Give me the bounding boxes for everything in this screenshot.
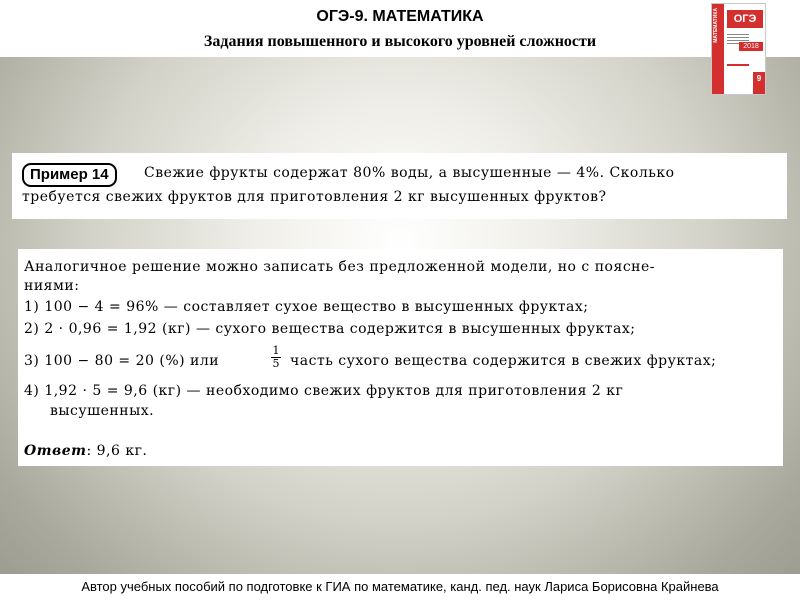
fraction-numerator: 1	[272, 344, 280, 357]
problem-line-2: требуется свежих фруктов для приготовления 2 кг высушенных фруктов?	[22, 189, 607, 205]
solution-step-4-line-2: высушенных.	[50, 403, 155, 419]
author-credit: Автор учебных пособий по подготовке к ГИА по математике, канд. пед. наук Лариса Борисовна Крайнева	[81, 579, 719, 594]
book-logo: ОГЭ	[727, 10, 763, 28]
problem-box	[12, 153, 787, 219]
answer-label: Ответ	[24, 443, 87, 459]
solution-step-3-end: часть сухого вещества содержится в свежих фруктах;	[290, 353, 717, 369]
answer-value: : 9,6 кг.	[86, 443, 148, 459]
fraction-denominator: 5	[272, 357, 280, 370]
problem-line-1: Свежие фрукты содержат 80% воды, а высушенные — 4%. Сколько	[144, 165, 675, 181]
header-bar	[0, 0, 800, 57]
book-year: 2018	[739, 42, 763, 51]
book-spine-text: МАТЕМАТИКА	[713, 8, 719, 43]
example-label: Пример 14	[22, 163, 117, 187]
footer-bar	[0, 574, 800, 600]
book-accent-line	[727, 64, 749, 66]
solution-step-3-start: 3) 100 − 80 = 20 (%) или	[24, 353, 220, 369]
answer-line	[24, 443, 147, 459]
slide-title: ОГЭ-9. МАТЕМАТИКА	[316, 8, 484, 25]
book-cover-image	[711, 3, 766, 95]
solution-step-4-line-1: 4) 1,92 · 5 = 9,6 (кг) — необходимо свежих фруктов для приготовления 2 кг	[24, 383, 624, 399]
book-grade: 9	[753, 72, 765, 94]
solution-step-1: 1) 100 − 4 = 96% — составляет сухое вещество в высушенных фруктах;	[24, 299, 589, 315]
slide-subtitle: Задания повышенного и высокого уровней сложности	[203, 33, 597, 50]
solution-intro-line-2: ниями:	[24, 278, 80, 294]
solution-box	[18, 249, 783, 466]
fraction-one-fifth	[271, 345, 281, 370]
solution-intro-line-1: Аналогичное решение можно записать без предложенной модели, но с поясне-	[24, 259, 656, 275]
solution-step-2: 2) 2 · 0,96 = 1,92 (кг) — сухого вещества содержится в высушенных фруктах;	[24, 321, 636, 337]
